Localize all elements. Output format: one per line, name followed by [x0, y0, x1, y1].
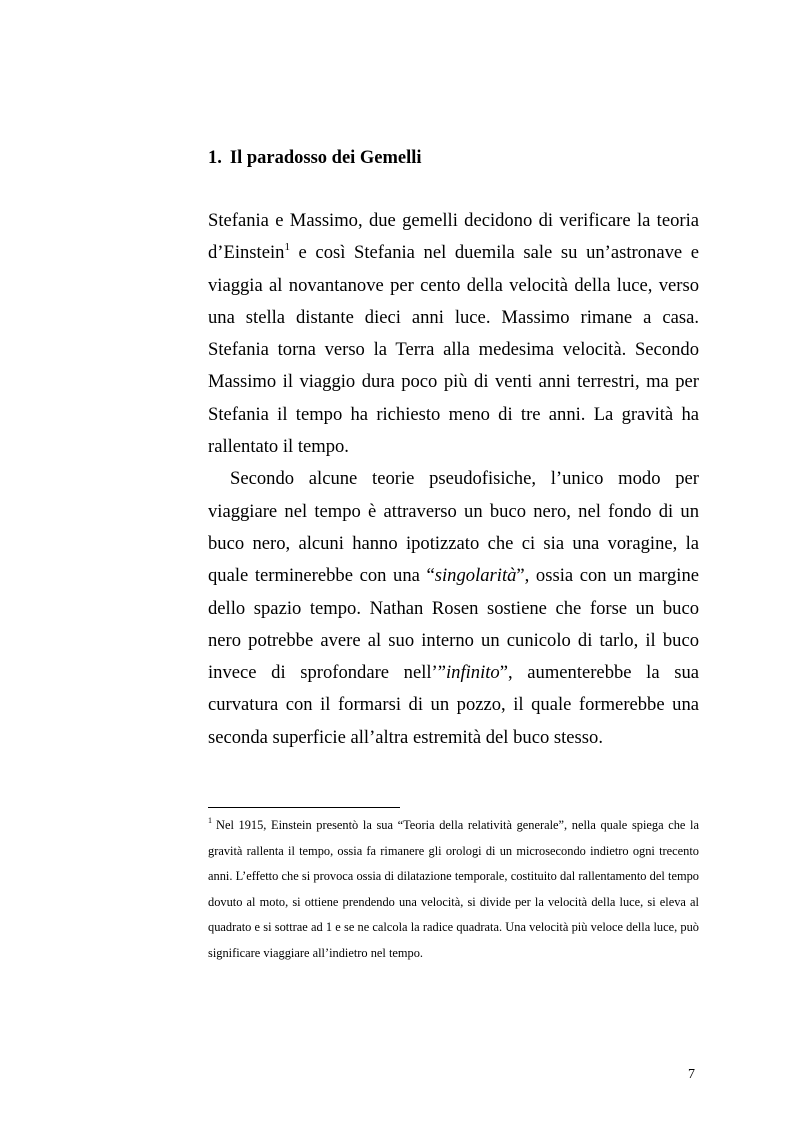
paragraph-2-part-1: Secondo alcune teorie pseudofisiche, l’unico modo per viaggiare nel tempo è attraverso un buco nero, nel fondo di un buco nero, alcuni hanno ipotizzato che ci sia una voragine, la quale terminerebbe con una “ — [208, 468, 699, 587]
paragraph-1 — [208, 205, 699, 463]
footnote — [208, 813, 699, 967]
footnote-text: Nel 1915, Einstein presentò la sua “Teoria della relatività generale”, nella quale spiega che la gravità rallenta il tempo, ossia fa rimanere gli orologi di un microsecondo indietro ogni trecento anni. L’effetto che si provoca ossia di dilatazione temporale, costituito dal rallentamento del tempo dovuto al moto, si ottiene prendendo una velocità, si divide per la velocità della luce, si eleva al quadrato e si sottrae ad 1 e se ne calcola la radice quadrata. Una velocità più veloce della luce, può significare viaggiare all’indietro nel tempo. — [208, 818, 699, 960]
section-heading — [208, 144, 422, 172]
paragraph-2 — [208, 463, 699, 754]
paragraph-1-part-2: e così Stefania nel duemila sale su un’astronave e viaggia al novantanove per cento della velocità della luce, verso una stella distante dieci anni luce. Massimo rimane a casa. Stefania torna verso la Terra alla medesima velocità. Secondo Massimo il viaggio dura poco più di venti anni terrestri, ma per Stefania il tempo ha richiesto meno di tre anni. La gravità ha rallentato il tempo. — [208, 242, 699, 458]
paragraph-1-part-1: Stefania e Massimo, due gemelli decidono di verificare la teoria d’Einstein — [208, 210, 699, 264]
footnote-separator — [208, 807, 400, 808]
section-number: 1. — [208, 148, 222, 168]
page-number: 7 — [688, 1067, 695, 1082]
paragraph-2-part-3: ”, aumenterebbe la sua curvatura con il formarsi di un pozzo, il quale formerebbe una seconda superficie all’altra estremità del buco stesso. — [208, 662, 699, 748]
section-title: Il paradosso dei Gemelli — [229, 148, 422, 168]
emphasis-infinito: infinito — [446, 662, 500, 684]
footnote-marker: 1 — [208, 815, 212, 825]
body-text — [208, 205, 699, 754]
paragraph-2-part-2: ”, ossia con un margine dello spazio tempo. Nathan Rosen sostiene che forse un buco nero potrebbe avere al suo interno un cunicolo di tarlo, il buco invece di sprofondare nell’” — [208, 565, 699, 684]
emphasis-singolarita: singolarità — [434, 565, 517, 587]
footnote-reference[interactable]: 1 — [284, 241, 290, 254]
